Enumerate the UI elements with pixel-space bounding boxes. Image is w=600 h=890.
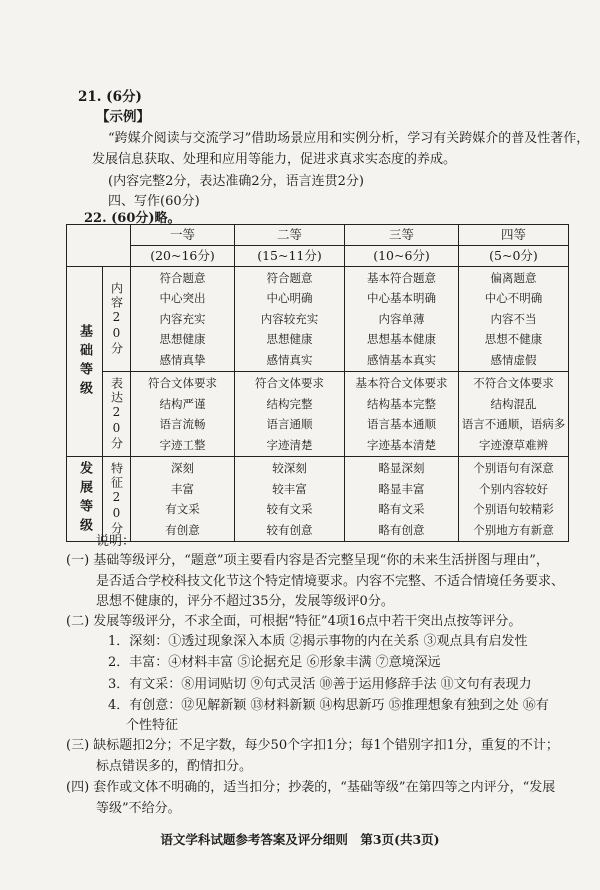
criterion: 深刻 [171, 461, 194, 475]
example-label: 【示例】 [96, 109, 150, 125]
criterion: 中心基本明确 [367, 291, 436, 306]
level-name: 四等 [459, 225, 569, 246]
level-range: (10~6分) [345, 246, 459, 267]
criterion: 丰富 [171, 481, 194, 496]
criterion: 结构混乱 [490, 396, 537, 411]
criterion: 不符合文体要求 [473, 376, 554, 390]
corner-cell [67, 225, 131, 267]
note-2-line1: (二) 发展等级评分，不求全面，可根据“特征”4项16点中若干突出点按等评分。 [66, 614, 522, 629]
notes-title: 说明： [96, 534, 136, 549]
criterion: 有文采 [165, 502, 200, 516]
criterion: 中心明确 [266, 291, 313, 306]
feature-col-2 [235, 457, 345, 542]
feature-label: 特征20分 [109, 462, 124, 536]
expression-col-1 [131, 372, 235, 457]
level-names-row [67, 225, 569, 246]
development-level-label: 发展等级 [77, 461, 92, 537]
note-1-line2: 是否适合学校科技文化节这个特定情境要求。内容不完整、不适合情境任务要求、 [96, 574, 565, 589]
criterion: 结构基本完整 [367, 396, 436, 411]
q21-scoring: (内容完整2分，表达准确2分，语言连贯2分) [108, 174, 364, 189]
criterion: 中心突出 [159, 291, 206, 306]
criterion: 较深刻 [272, 461, 307, 475]
example-text-line1: “跨媒介阅读与交流学习”借助场景应用和实例分析，学习有关跨媒介的普及性著作， [108, 131, 590, 146]
note-2-item4-line2: 个性特征 [126, 718, 179, 733]
criterion: 思想不健康 [484, 332, 543, 347]
grading-table [66, 224, 569, 542]
content-col-1 [131, 267, 235, 372]
content-label-cell [103, 267, 131, 372]
criterion: 基本符合题意 [367, 270, 436, 285]
expression-label-cell [103, 372, 131, 457]
feature-col-1 [131, 457, 235, 542]
criterion: 语言流畅 [159, 417, 206, 431]
criterion: 略显丰富 [378, 481, 425, 496]
criterion: 字迹清楚 [266, 437, 313, 452]
criterion: 语言通顺 [266, 417, 313, 431]
level-range: (15~11分) [235, 246, 345, 267]
criterion: 个别内容较好 [479, 481, 548, 496]
expression-col-3 [345, 372, 459, 457]
content-col-4 [459, 267, 569, 372]
level-range: (20~16分) [131, 246, 235, 267]
criterion: 感情真挚 [159, 352, 206, 367]
q21-heading: 21. (6分) [78, 89, 142, 105]
section-writing-heading: 四、写作(60分) [108, 194, 200, 209]
content-col-2 [235, 267, 345, 372]
content-col-3 [345, 267, 459, 372]
criterion: 思想基本健康 [367, 332, 436, 347]
criterion: 符合文体要求 [148, 376, 217, 390]
expression-row [67, 372, 569, 457]
note-2-item4-line1: 4．有创意：⑫见解新颖 ⑬材料新颖 ⑭构思新巧 ⑮推理想象有独到之处 ⑯有 [108, 698, 549, 713]
criterion: 结构严谨 [159, 396, 206, 411]
criterion: 语言基本通顺 [367, 417, 436, 431]
level-ranges-row [67, 246, 569, 267]
note-1-line3: 思想不健康的，评分不超过35分，发展等级评0分。 [96, 594, 394, 609]
expression-col-2 [235, 372, 345, 457]
criterion: 感情基本真实 [367, 352, 436, 367]
criterion: 字迹工整 [159, 437, 206, 452]
criterion: 偏离题意 [490, 270, 537, 285]
basic-level-label: 基础等级 [77, 323, 92, 400]
note-4-line2: 等级”不给分。 [96, 801, 181, 816]
criterion: 思想健康 [159, 332, 206, 347]
expression-label: 表达20分 [109, 377, 124, 451]
content-label: 内容20分 [109, 282, 124, 356]
criterion: 中心不明确 [484, 291, 543, 306]
criterion: 符合题意 [266, 270, 313, 285]
criterion: 思想健康 [266, 332, 313, 347]
feature-row [67, 457, 569, 542]
criterion: 符合文体要求 [255, 376, 324, 390]
note-3-line1: (三) 缺标题扣2分；不足字数，每少50个字扣1分；每1个错别字扣1分，重复的不计； [66, 738, 559, 753]
note-2-item2: 2．丰富：④材料丰富 ⑤论据充足 ⑥形象丰满 ⑦意境深远 [108, 655, 441, 670]
note-3-line2: 标点错误多的，酌情扣分。 [96, 759, 253, 774]
criterion: 感情真实 [266, 352, 313, 367]
criterion: 内容充实 [159, 311, 206, 326]
note-2-item3: 3．有文采：⑧用词贴切 ⑨句式灵活 ⑩善于运用修辞手法 ⑪文句有表现力 [108, 677, 532, 692]
note-4-line1: (四) 套作或文体不明确的，适当扣分；抄袭的，“基础等级”在第四等之内评分，“发展 [66, 780, 556, 795]
criterion: 内容不当 [490, 311, 537, 326]
feature-col-3 [345, 457, 459, 542]
level-name: 一等 [131, 225, 235, 246]
criterion: 个别语句有深意 [473, 461, 554, 475]
level-range: (5~0分) [459, 246, 569, 267]
feature-label-cell [103, 457, 131, 542]
note-2-item1: 1．深刻：①透过现象深入本质 ②揭示事物的内在关系 ③观点具有启发性 [108, 634, 528, 649]
basic-level-label-cell [67, 267, 103, 457]
expression-col-4 [459, 372, 569, 457]
criterion: 个别语句较精彩 [473, 502, 554, 516]
page-footer: 语文学科试题参考答案及评分细则 第3页(共3页) [160, 832, 440, 847]
criterion: 较有创意 [266, 522, 313, 537]
criterion: 有创意 [165, 522, 200, 537]
example-text-line2: 发展信息获取、处理和应用等能力，促进求真求实态度的养成。 [92, 152, 457, 167]
criterion: 字迹基本清楚 [367, 437, 436, 452]
criterion: 略有创意 [378, 522, 425, 537]
criterion: 个别地方有新意 [473, 522, 554, 537]
level-name: 二等 [235, 225, 345, 246]
criterion: 结构完整 [266, 396, 313, 411]
q22-heading: 22. (60分)略。 [84, 211, 181, 226]
development-level-label-cell [67, 457, 103, 542]
criterion: 内容较充实 [260, 311, 319, 326]
criterion: 符合题意 [159, 270, 206, 285]
criterion: 较丰富 [272, 481, 307, 496]
level-name: 三等 [345, 225, 459, 246]
content-row [67, 267, 569, 372]
criterion: 较有文采 [266, 502, 313, 516]
note-1-line1: (一) 基础等级评分，“题意”项主要看内容是否完整呈现“你的未来生活拼图与理由”， [66, 553, 549, 568]
criterion: 语言不通顺，语病多 [461, 417, 566, 431]
feature-col-4 [459, 457, 569, 542]
criterion: 略有文采 [378, 502, 425, 516]
criterion: 基本符合文体要求 [355, 376, 448, 390]
criterion: 感情虚假 [490, 352, 537, 367]
criterion: 内容单薄 [378, 311, 425, 326]
criterion: 字迹潦草难辨 [479, 437, 548, 452]
criterion: 略显深刻 [378, 461, 425, 475]
